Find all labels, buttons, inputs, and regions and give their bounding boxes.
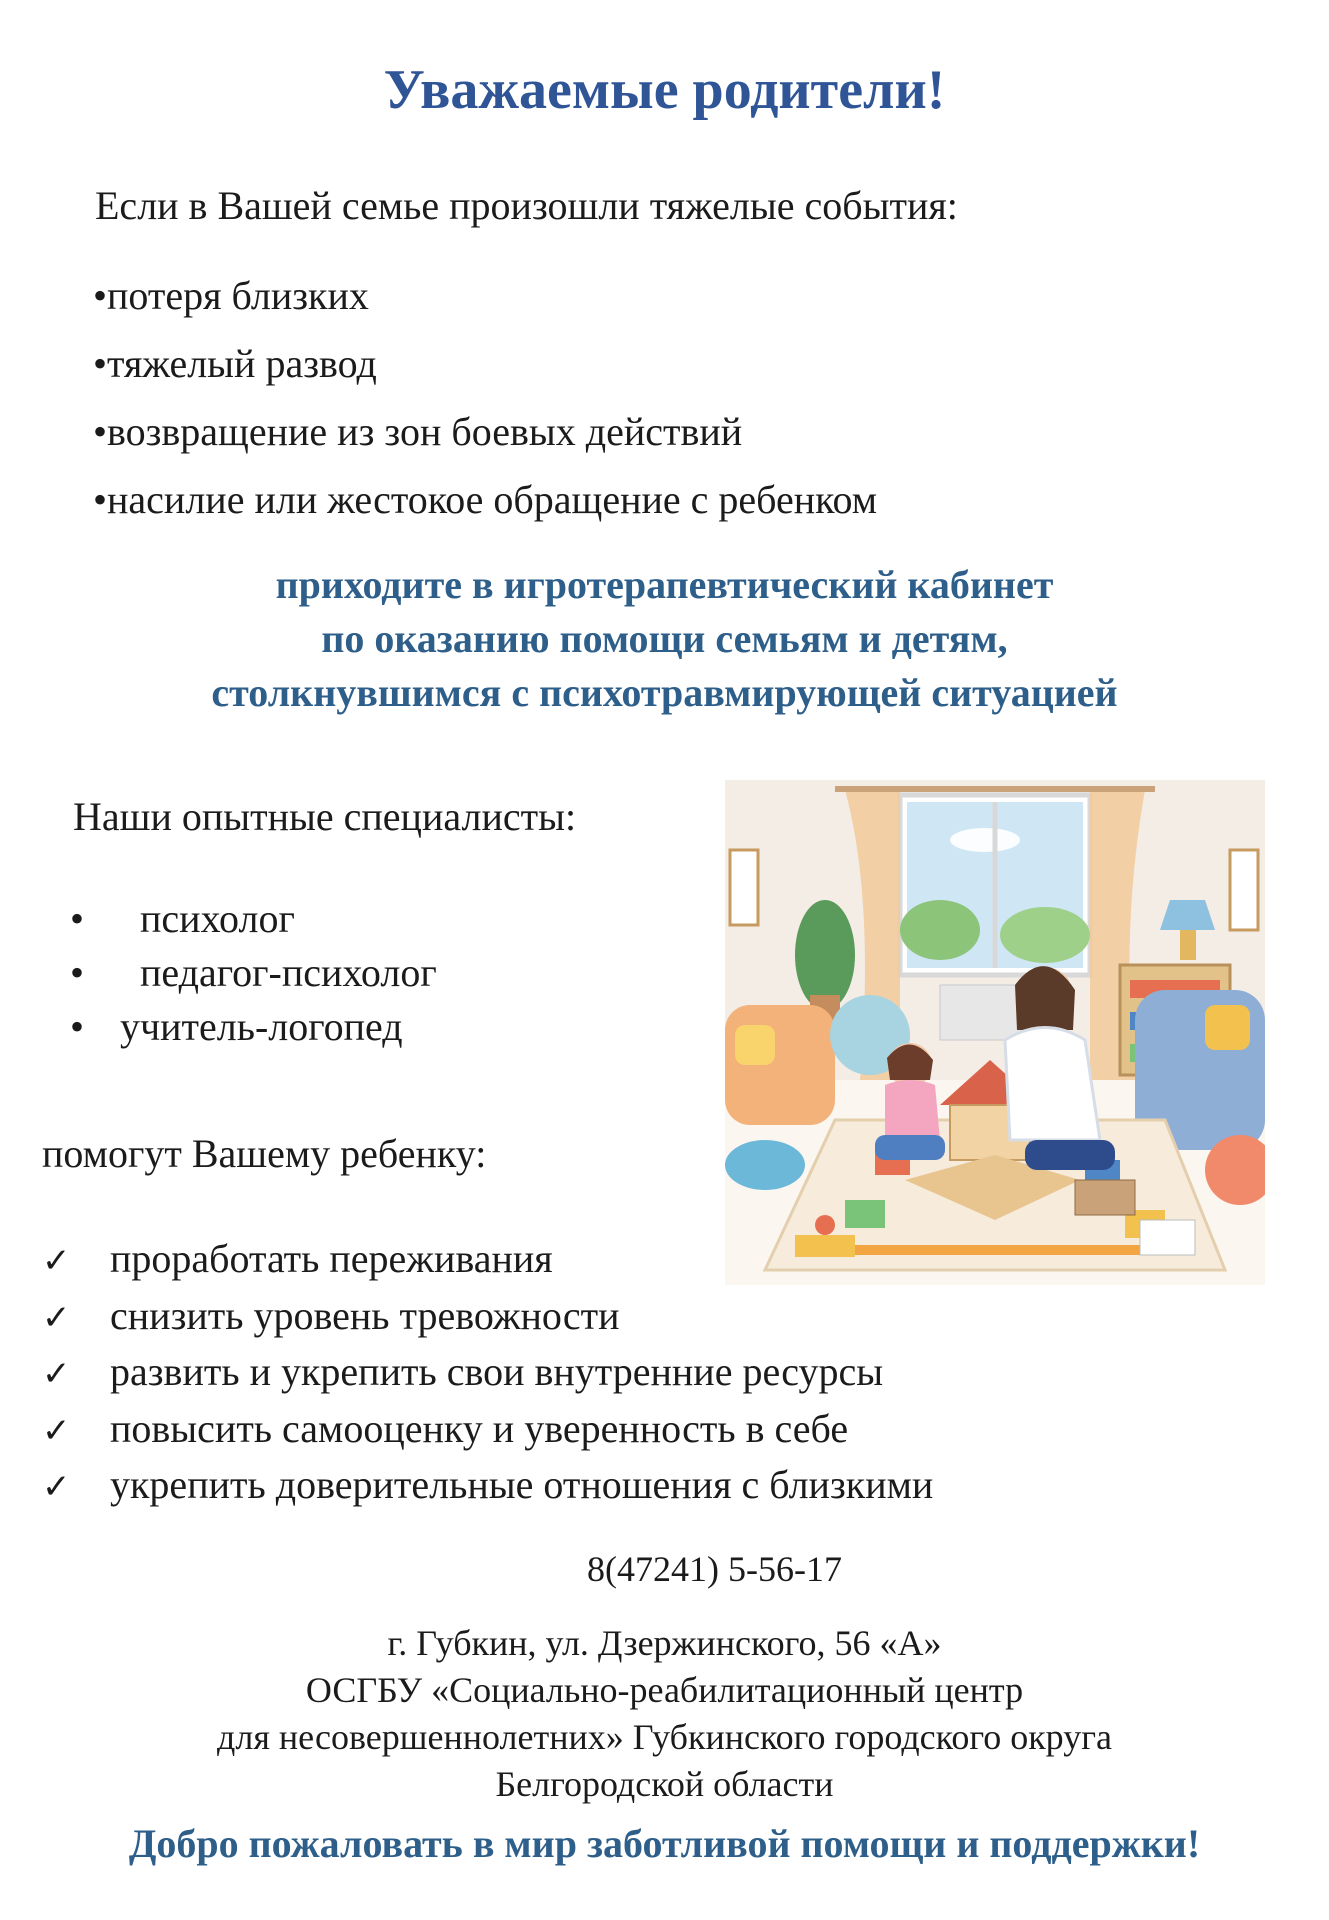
list-item: •потеря близких xyxy=(93,273,369,318)
help-heading: помогут Вашему ребенку: xyxy=(42,1131,487,1176)
list-item: ✓ повысить самооценку и уверенность в себе xyxy=(42,1402,933,1459)
specialist-label: психолог xyxy=(130,896,295,941)
organization-name: для несовершеннолетних» Губкинского городского округа xyxy=(217,1717,1112,1757)
specialists-list xyxy=(70,892,437,1054)
phone-number: 8(47241) 5-56-17 xyxy=(587,1549,842,1589)
list-item: ✓ снизить уровень тревожности xyxy=(42,1289,933,1346)
bullet-icon: • xyxy=(70,1004,85,1049)
organization-name: ОСГБУ «Социально-реабилитационный центр xyxy=(305,1670,1024,1710)
specialists-heading: Наши опытные специалисты: xyxy=(73,794,577,839)
list-item xyxy=(70,946,437,1000)
list-item xyxy=(70,892,437,946)
page-title: Уважаемые родители! xyxy=(383,59,946,121)
welcome-text: Добро пожаловать в мир заботливой помощи и поддержки! xyxy=(128,1821,1201,1866)
events-list xyxy=(93,262,877,534)
list-item: ✓ развить и укрепить свои внутренние ресурсы xyxy=(42,1345,933,1402)
bullet-icon: • xyxy=(70,896,85,941)
list-item: •тяжелый развод xyxy=(93,341,377,386)
list-item: ✓ проработать переживания xyxy=(42,1232,933,1289)
checkmark-icon: ✓ xyxy=(42,1410,71,1451)
intro-text: Если в Вашей семье произошли тяжелые события: xyxy=(95,183,958,228)
playroom-illustration xyxy=(725,780,1265,1285)
checkmark-icon: ✓ xyxy=(42,1241,71,1281)
cta-line: по оказанию помощи семьям и детям, xyxy=(321,616,1008,661)
list-item xyxy=(70,1000,437,1054)
list-item: •насилие или жестокое обращение с ребенком xyxy=(93,477,878,522)
address-line: г. Губкин, ул. Дзержинского, 56 «А» xyxy=(387,1623,942,1663)
organization-address xyxy=(0,1620,1329,1808)
checkmark-icon: ✓ xyxy=(42,1467,71,1507)
checkmark-icon: ✓ xyxy=(42,1354,71,1394)
cta-line: приходите в игротерапевтический кабинет xyxy=(275,562,1054,607)
specialist-label: педагог-психолог xyxy=(130,950,437,995)
specialist-label: учитель-логопед xyxy=(120,1004,403,1049)
cta-line: столкнувшимся с психотравмирующей ситуацией xyxy=(211,670,1118,715)
list-item: ✓ укрепить доверительные отношения с близкими xyxy=(42,1458,933,1515)
organization-region: Белгородской области xyxy=(495,1764,834,1804)
list-item: •возвращение из зон боевых действий xyxy=(93,409,743,454)
bullet-icon: • xyxy=(70,950,85,995)
call-to-action xyxy=(0,558,1329,720)
checkmark-icon: ✓ xyxy=(42,1297,71,1338)
